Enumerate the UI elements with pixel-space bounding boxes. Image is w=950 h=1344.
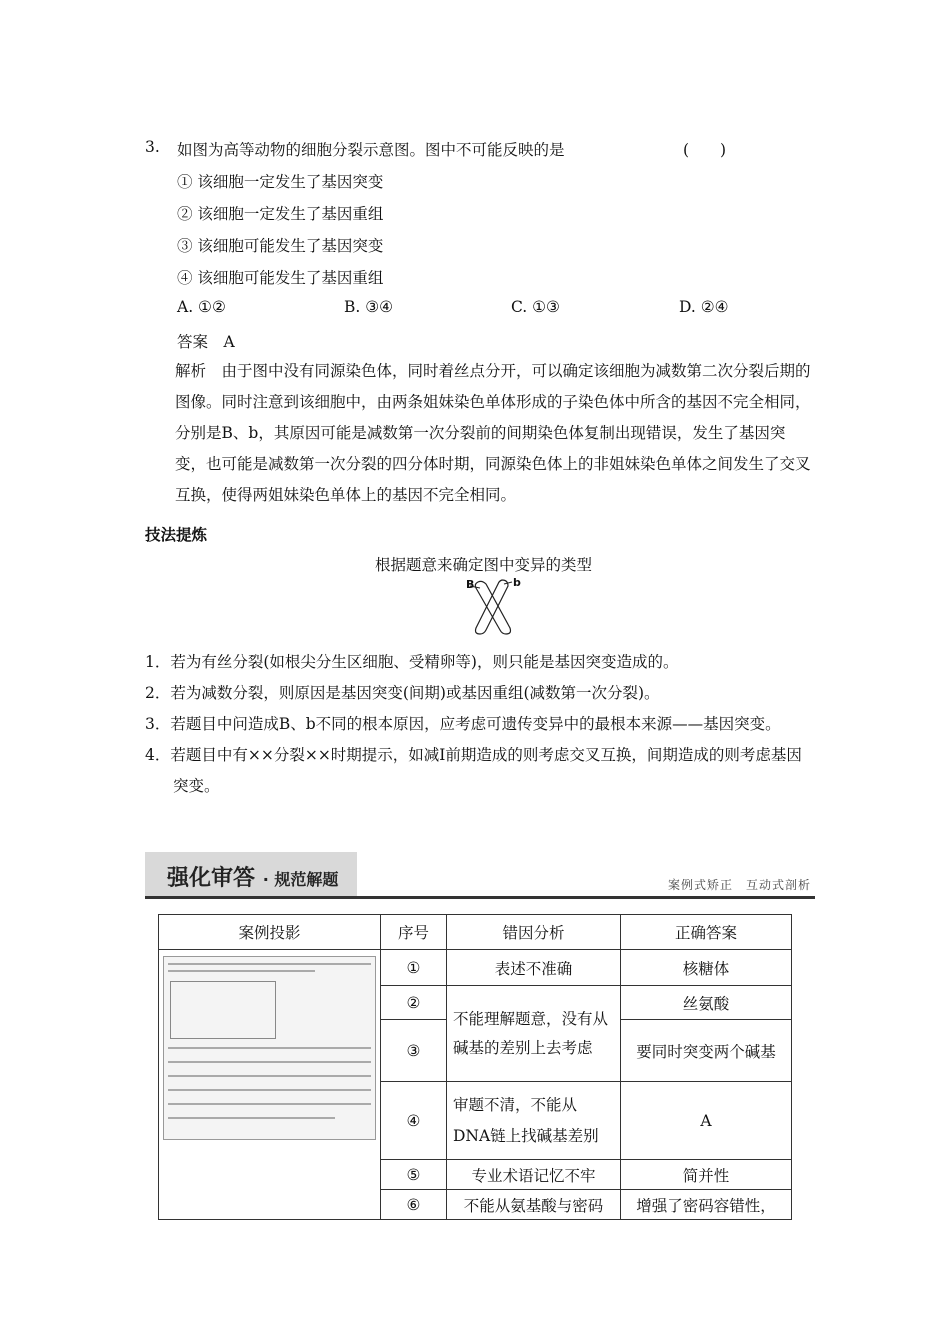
row-5-no: ⑤ [381,1160,447,1190]
row-1-answer: 核糖体 [621,950,792,986]
tips-list [145,647,815,802]
figure-caption: 根据题意来确定图中变异的类型 [375,556,593,574]
option-b: B. ③④ [344,298,394,316]
question-number: 3. [145,138,160,156]
statement-4: ④ 该细胞可能发生了基因重组 [177,269,384,287]
header-no: 序号 [381,915,447,950]
gene-label-B: B [466,578,475,591]
row-1-reason: 表述不准确 [447,950,621,986]
answer-bracket: ( ) [683,141,727,159]
header-reason: 错因分析 [447,915,621,950]
banner-rule [145,896,815,899]
tip-3: 3．若题目中问造成B、b不同的根本原因，应考虑可遗传变异中的最根本来源——基因突变。 [145,715,781,733]
row-6-no: ⑥ [381,1190,447,1220]
banner-subtitle: · 规范解题 [262,870,339,889]
row-2-answer: 丝氨酸 [621,986,792,1020]
row-6-reason: 不能从氨基酸与密码 [447,1190,621,1220]
option-a: A. ①② [177,298,226,316]
option-d: D. ②④ [679,298,729,316]
row-4-reason: 审题不清，不能从DNA链上找碱基差别 [447,1082,621,1160]
case-thumbnail-image [163,956,376,1140]
row-5-reason: 专业术语记忆不牢 [447,1160,621,1190]
chromosome-arm-left [475,581,510,634]
tip-2: 2．若为减数分裂，则原因是基因突变(间期)或基因重组(减数第一次分裂)。 [145,684,660,702]
row-3-no: ③ [381,1020,447,1082]
statement-2: ② 该细胞一定发生了基因重组 [177,205,384,223]
statement-1: ① 该细胞一定发生了基因突变 [177,173,384,191]
statement-3: ③ 该细胞可能发生了基因突变 [177,237,384,255]
row-2-no: ② [381,986,447,1020]
header-answer: 正确答案 [621,915,792,950]
option-c: C. ①③ [511,298,560,316]
gene-label-b: b [513,576,521,589]
row-4-answer: A [621,1082,792,1160]
question-stem: 如图为高等动物的细胞分裂示意图。图中不可能反映的是 [177,141,565,159]
answer-line: 答案 A [177,333,235,351]
row-2-reason: 不能理解题意，没有从碱基的差别上去考虑 [447,986,621,1082]
section-banner [145,852,815,898]
banner-title [167,861,338,892]
row-4-no: ④ [381,1082,447,1160]
table-header-row [159,915,792,950]
analysis-table [158,914,792,1220]
row-6-answer: 增强了密码容错性， [621,1190,792,1220]
banner-tagline: 案例式矫正 互动式剖析 [667,878,811,892]
section-heading: 技法提炼 [145,526,208,544]
table-row [159,950,792,986]
banner-title-text: 强化审答 [167,866,256,891]
row-1-no: ① [381,950,447,986]
header-case: 案例投影 [159,915,381,950]
tip-4: 4．若题目中有××分裂××时期提示，如减Ⅰ前期造成的则考虑交叉互换，间期造成的则考虑基因突变。 [145,746,802,795]
chromosome-arm-right [476,580,509,634]
tip-1: 1．若为有丝分裂(如根尖分生区细胞、受精卵等)，则只能是基因突变造成的。 [145,653,679,671]
row-5-answer: 简并性 [621,1160,792,1190]
row-3-answer: 要同时突变两个碱基 [621,1020,792,1082]
case-thumbnail-cell [159,950,381,1220]
analysis-paragraph: 解析 由于图中没有同源染色体，同时着丝点分开，可以确定该细胞为减数第二次分裂后期的图像。同时注意到该细胞中，由两条姐妹染色单体形成的子染色体中所含的基因不完全相同，分别是B、b，其原因可能是减数第一次分裂前的间期染色体复制出现错误，发生了基因突变，也可能是减数第一次分裂的四分体时期，同源染色体上的非姐妹染色单体之间发生了交叉互换，使得两姐妹染色单体上的基因不完全相同。 [175,362,811,504]
